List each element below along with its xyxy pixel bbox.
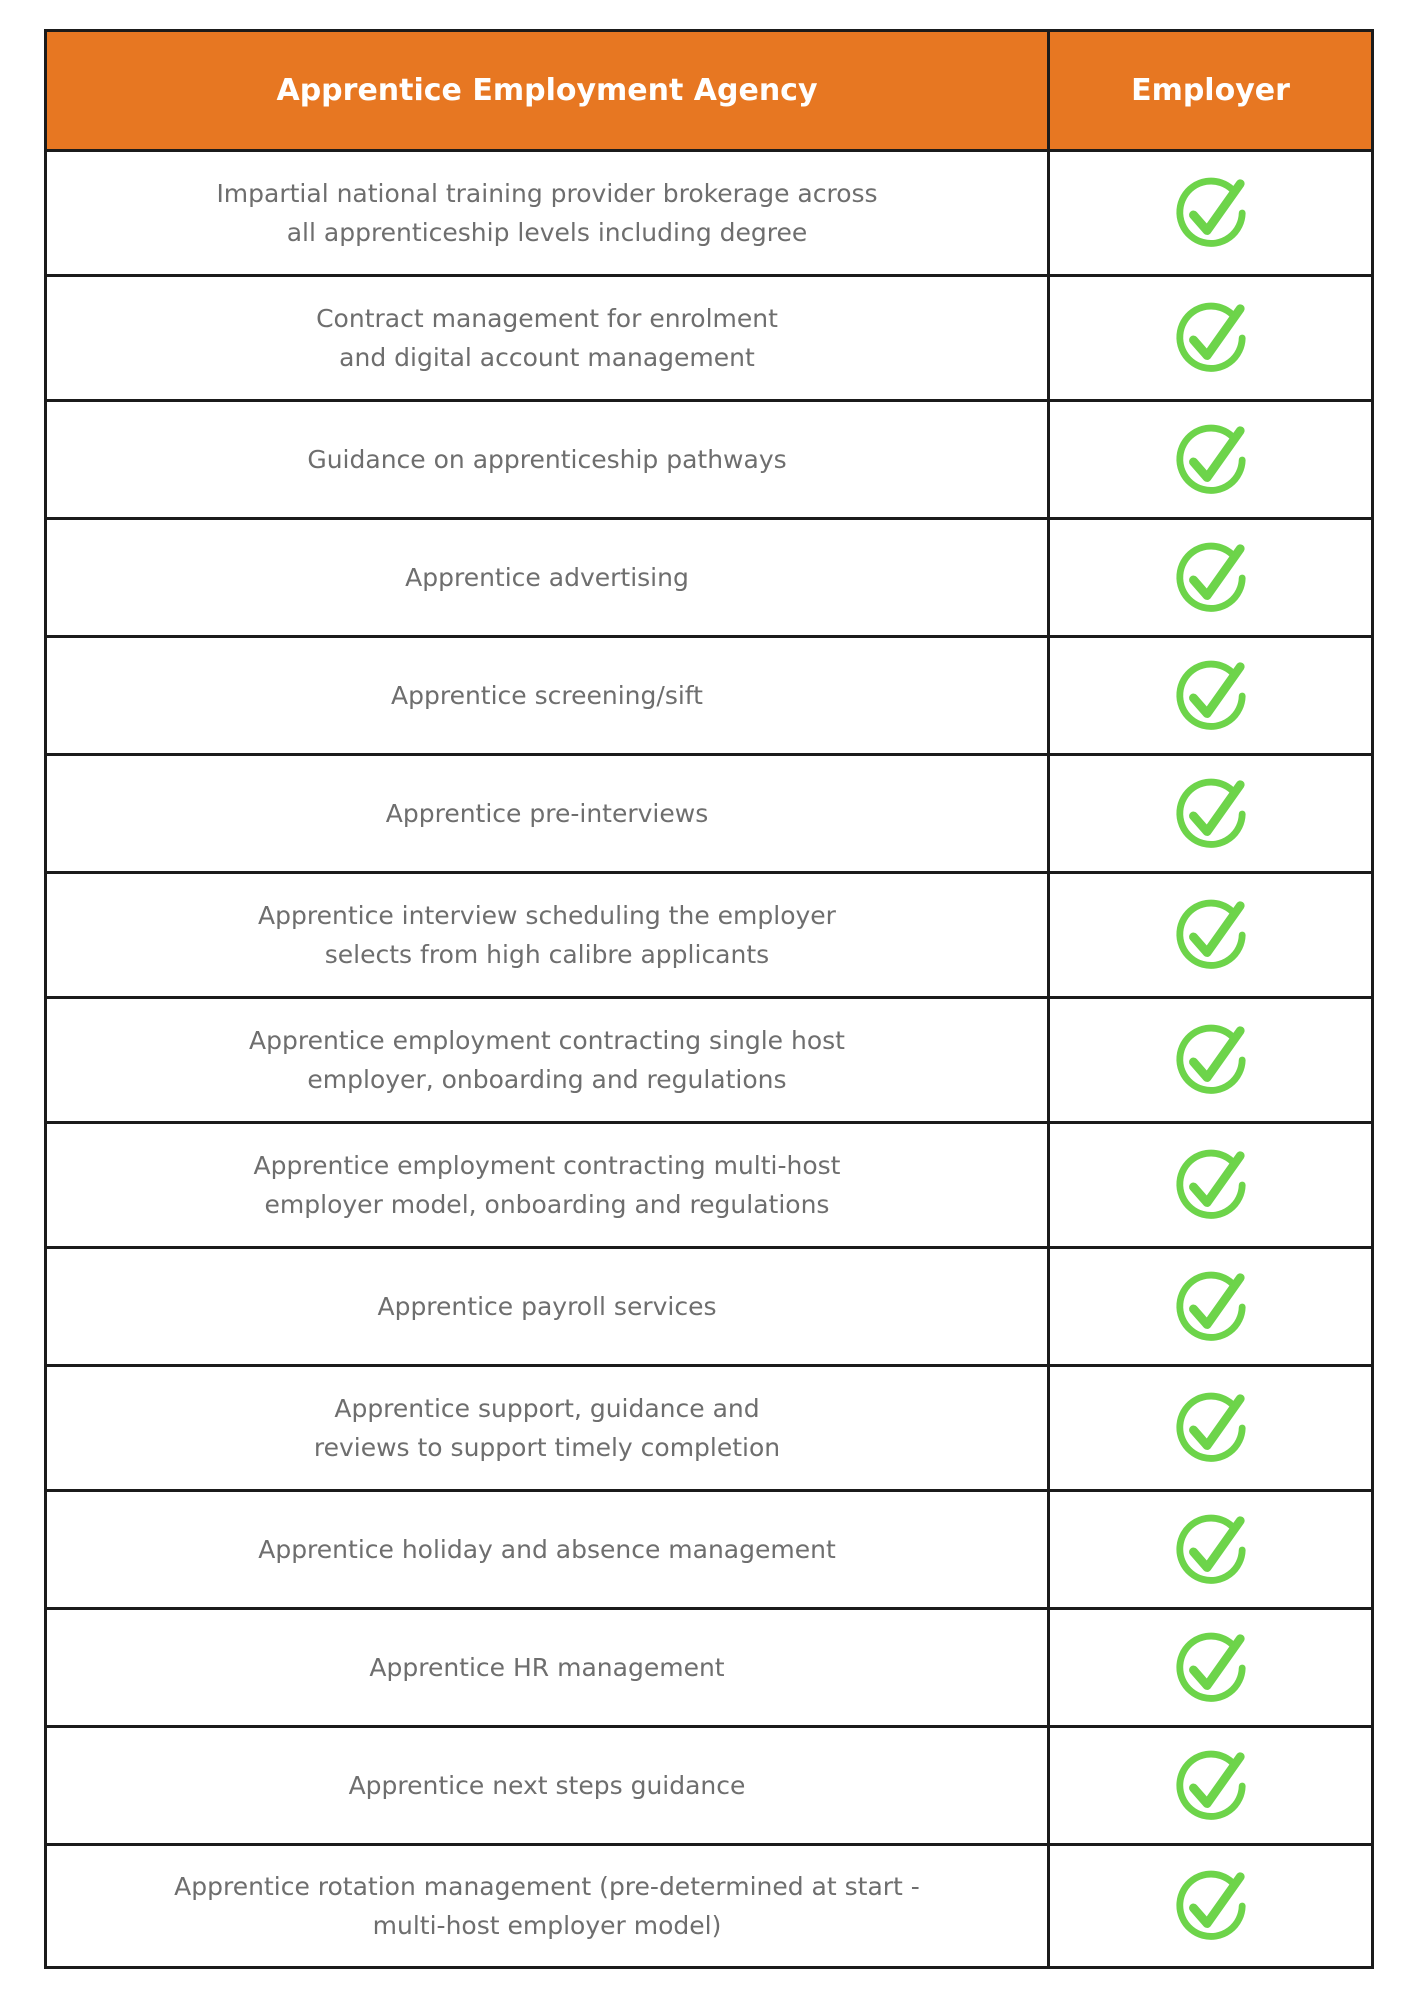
feature-label: Guidance on apprenticeship pathways	[307, 445, 787, 474]
table-row	[47, 1364, 1371, 1489]
check-circle-icon	[1172, 174, 1250, 252]
table-row	[47, 1121, 1371, 1246]
table-row	[47, 635, 1371, 753]
table-row	[47, 1843, 1371, 1966]
feature-label: Apprentice pre-interviews	[385, 799, 709, 828]
feature-label: Apprentice screening/sift	[391, 681, 703, 710]
check-circle-icon	[1172, 1146, 1250, 1224]
table-row	[47, 1246, 1371, 1364]
comparison-table	[44, 29, 1374, 1969]
feature-label: Apprentice next steps guidance	[348, 1771, 746, 1800]
check-circle-icon	[1172, 1389, 1250, 1467]
check-circle-icon	[1172, 539, 1250, 617]
header-employer: Employer	[1131, 72, 1290, 108]
feature-label: Apprentice holiday and absence management	[258, 1535, 836, 1564]
check-circle-icon	[1172, 896, 1250, 974]
feature-label: Apprentice support, guidance and reviews to support timely completion	[313, 1394, 781, 1462]
check-circle-icon	[1172, 1747, 1250, 1825]
table-row	[47, 517, 1371, 635]
check-circle-icon	[1172, 1268, 1250, 1346]
table-row	[47, 996, 1371, 1121]
check-circle-icon	[1172, 1511, 1250, 1589]
table-row	[47, 1725, 1371, 1843]
feature-label: Apprentice rotation management (pre-determined at start - multi-host employer model)	[174, 1872, 920, 1940]
check-circle-icon	[1172, 1629, 1250, 1707]
feature-label: Apprentice advertising	[405, 563, 689, 592]
table-row	[47, 1489, 1371, 1607]
table-header-row	[47, 32, 1371, 149]
feature-label: Impartial national training provider brokerage across all apprenticeship levels including degree	[216, 179, 878, 247]
feature-label: Apprentice employment contracting single host employer, onboarding and regulations	[249, 1026, 845, 1094]
table-row	[47, 753, 1371, 871]
table-row	[47, 871, 1371, 996]
table-row	[47, 149, 1371, 274]
table-row	[47, 399, 1371, 517]
feature-label: Apprentice interview scheduling the employer selects from high calibre applicants	[258, 901, 836, 969]
feature-label: Apprentice employment contracting multi-host employer model, onboarding and regulations	[253, 1151, 841, 1219]
check-circle-icon	[1172, 775, 1250, 853]
feature-label: Contract management for enrolment and digital account management	[316, 304, 778, 372]
check-circle-icon	[1172, 1021, 1250, 1099]
feature-label: Apprentice payroll services	[377, 1292, 717, 1321]
check-circle-icon	[1172, 657, 1250, 735]
header-feature: Apprentice Employment Agency	[47, 32, 1050, 149]
table-row	[47, 274, 1371, 399]
check-circle-icon	[1172, 1867, 1250, 1945]
feature-label: Apprentice HR management	[369, 1653, 725, 1682]
table-row	[47, 1607, 1371, 1725]
check-circle-icon	[1172, 299, 1250, 377]
check-circle-icon	[1172, 421, 1250, 499]
